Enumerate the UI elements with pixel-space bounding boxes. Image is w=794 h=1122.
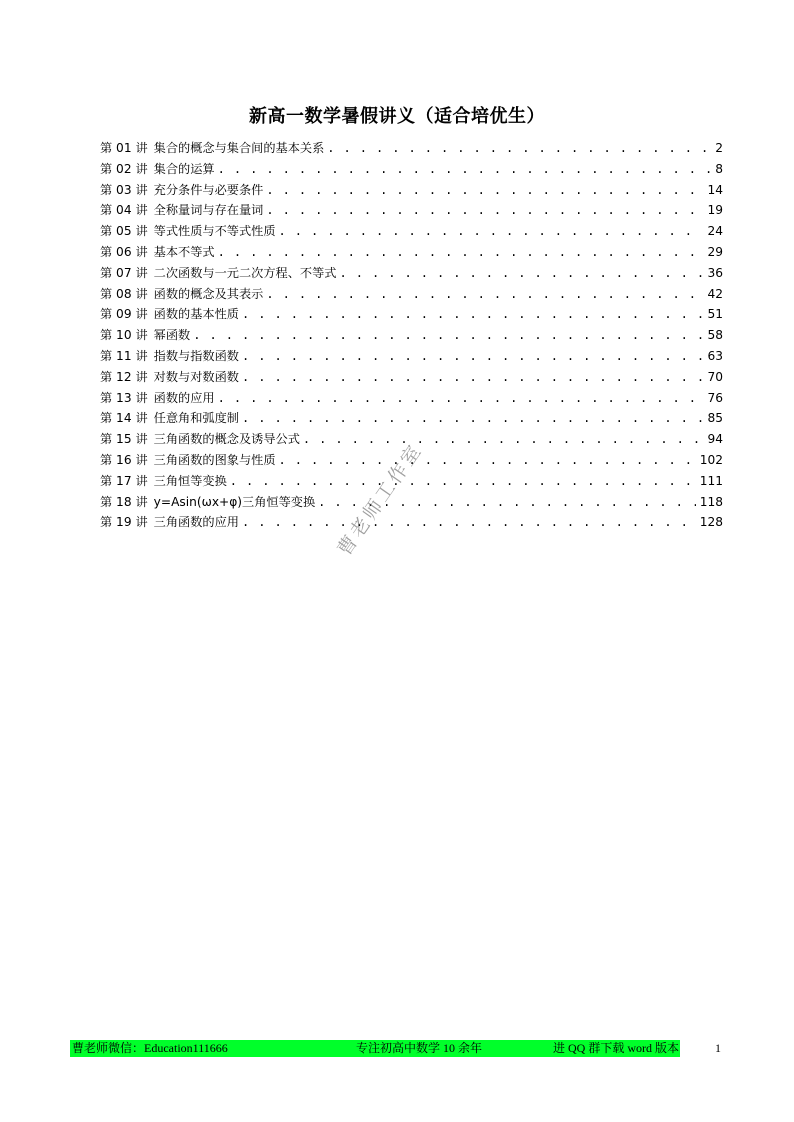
toc-entry-title: 对数与对数函数 [153,369,239,384]
toc-entry-title: y=Asin(ωx+φ)三角恒等变换 [153,494,316,509]
toc-entry-page: 63 [707,348,723,363]
toc-entry[interactable] [100,388,723,409]
toc-dot-leader [242,346,704,367]
toc-dot-leader [266,200,703,221]
toc-dot-leader [279,450,696,471]
toc-entry-number: 第 12 讲 [100,369,148,384]
toc-entry[interactable] [100,512,723,533]
watermark-text: 曹老师工作室 [333,439,428,560]
toc-entry[interactable] [100,200,723,221]
toc-entry-number: 第 05 讲 [100,224,148,239]
toc-entry-title: 三角函数的应用 [153,515,239,530]
toc-entry[interactable] [100,325,723,346]
page-number: 1 [715,1041,721,1055]
toc-entry-title: 函数的概念及其表示 [153,286,264,301]
toc-entry-page: 85 [707,411,723,426]
toc-entry[interactable] [100,221,723,242]
toc-entry-number: 第 02 讲 [100,161,148,176]
toc-entry-title: 二次函数与一元二次方程、不等式 [153,265,337,280]
toc-entry-number: 第 10 讲 [100,328,148,343]
toc-entry-number: 第 03 讲 [100,182,148,197]
toc-entry[interactable] [100,242,723,263]
toc-entry-title: 三角函数的概念及诱导公式 [153,432,300,447]
toc-entry-page: 94 [707,432,723,447]
toc-entry-page: 19 [707,203,723,218]
toc-entry-title: 基本不等式 [153,244,215,259]
toc-entry-title: 幂函数 [153,328,191,343]
toc-entry-number: 第 14 讲 [100,411,148,426]
toc-entry-title: 充分条件与必要条件 [153,182,264,197]
toc-entry[interactable] [100,492,723,513]
toc-dot-leader [242,304,704,325]
toc-entry-number: 第 15 讲 [100,432,148,447]
toc-entry-number: 第 13 讲 [100,390,148,405]
toc-entry-page: 102 [699,452,723,467]
toc-entry[interactable] [100,263,723,284]
toc-entry[interactable] [100,408,723,429]
toc-entry[interactable] [100,304,723,325]
toc-dot-leader [242,512,696,533]
toc-entry-title: 集合的运算 [153,161,215,176]
toc-entry-page: 2 [715,141,723,155]
toc-entry-number: 第 01 讲 [100,141,148,155]
toc-entry-title: 三角恒等变换 [153,473,227,488]
toc-dot-leader [218,159,712,180]
document-title: 新高一数学暑假讲义（适合培优生） [249,106,545,127]
toc-entry[interactable] [100,159,723,180]
toc-entry-page: 118 [699,494,723,509]
toc-entry-number: 第 17 讲 [100,473,148,488]
toc-entry[interactable] [100,284,723,305]
toc-dot-leader [230,471,696,492]
toc-dot-leader [327,138,711,159]
toc-dot-leader [218,242,704,263]
toc-dot-leader [279,221,704,242]
toc-entry-number: 第 07 讲 [100,265,148,280]
toc-entry-title: 集合的概念与集合间的基本关系 [153,141,325,155]
toc-entry-number: 第 09 讲 [100,307,148,322]
footer-download-note: 进 QQ 群下载 word 版本 [553,1041,679,1055]
toc-entry-page: 51 [707,307,723,322]
toc-entry-number: 第 08 讲 [100,286,148,301]
toc-dot-leader [266,180,703,201]
toc-entry-number: 第 11 讲 [100,348,148,363]
toc-entry[interactable] [100,138,723,159]
toc-entry-title: 函数的基本性质 [153,307,239,322]
toc-dot-leader [303,429,704,450]
toc-entry-title: 等式性质与不等式性质 [153,224,276,239]
toc-entry-title: 函数的应用 [153,390,215,405]
toc-dot-leader [242,408,704,429]
toc-entry-number: 第 06 讲 [100,244,148,259]
toc-entry-page: 29 [707,244,723,259]
toc-dot-leader [242,367,704,388]
toc-entry-number: 第 16 讲 [100,452,148,467]
footer-tagline: 专注初高中数学 10 余年 [356,1041,483,1055]
toc-entry-title: 全称量词与存在量词 [153,203,264,218]
toc-entry-page: 76 [707,390,723,405]
toc-dot-leader [339,263,703,284]
footer-bar [70,1040,680,1057]
toc-entry-title: 任意角和弧度制 [153,411,239,426]
toc-entry-number: 第 04 讲 [100,203,148,218]
toc-entry-title: 三角函数的图象与性质 [153,452,276,467]
toc-entry[interactable] [100,180,723,201]
toc-entry-page: 14 [707,182,723,197]
toc-entry-page: 128 [699,515,723,530]
footer-contact: 曹老师微信：Education111666 [72,1041,228,1055]
toc-entry[interactable] [100,367,723,388]
toc-entry-number: 第 19 讲 [100,515,148,530]
toc-entry-page: 8 [715,161,723,176]
toc-entry-page: 58 [707,328,723,343]
toc-entry-page: 24 [707,224,723,239]
toc-dot-leader [193,325,703,346]
toc-entry-title: 指数与指数函数 [153,348,239,363]
toc-entry[interactable] [100,346,723,367]
toc-entry-page: 70 [707,369,723,384]
toc-entry-page: 111 [699,473,723,488]
toc-entry-page: 36 [707,265,723,280]
toc-entry-page: 42 [707,286,723,301]
toc-dot-leader [266,284,703,305]
toc-dot-leader [218,388,704,409]
toc-entry-number: 第 18 讲 [100,494,148,509]
